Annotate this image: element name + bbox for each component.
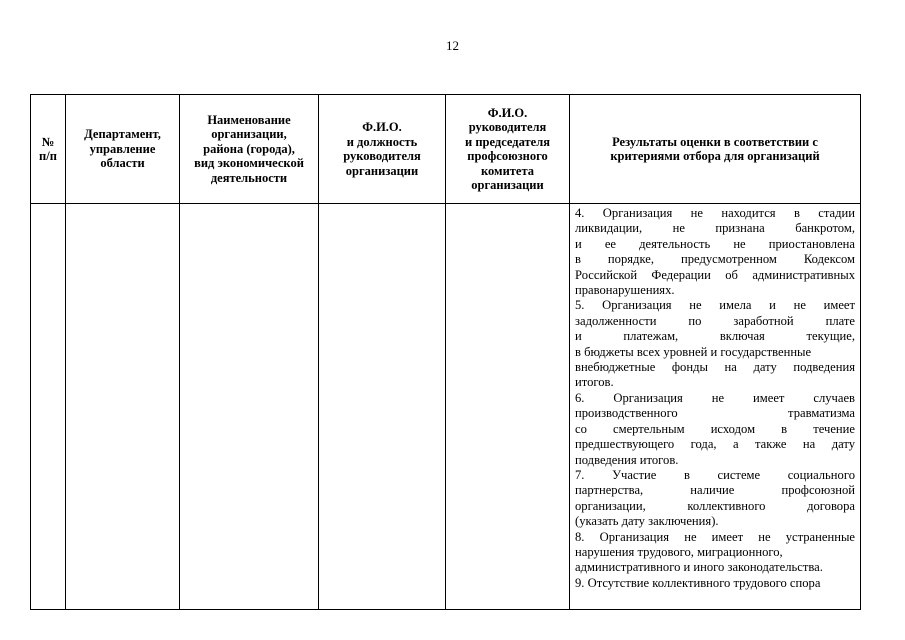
- table-header-row: [31, 95, 861, 204]
- header-number: № п/п: [31, 95, 66, 204]
- page-number: 12: [446, 38, 459, 53]
- cell-director: [319, 204, 446, 610]
- cell-union-chair: [446, 204, 570, 610]
- criterion-9: 9. Отсутствие коллективного трудового спора: [575, 575, 821, 590]
- cell-department: [66, 204, 180, 610]
- table-row: [31, 204, 861, 610]
- header-results: Результаты оценки в соответствии с критериями отбора для организаций: [570, 95, 861, 204]
- header-union-chair: Ф.И.О. руководителя и председателя профсоюзного комитета организации: [446, 95, 570, 204]
- criterion-6: 6. Организация не имеет случаев производственного травматизма со смертельным исходом в течение предшествующего года, а также на дату подведения итогов.: [575, 390, 855, 467]
- header-organization: Наименование организации, района (города), вид экономической деятельности: [180, 95, 319, 204]
- header-department: Департамент, управление области: [66, 95, 180, 204]
- header-director: Ф.И.О. и должность руководителя организации: [319, 95, 446, 204]
- criterion-7: 7. Участие в системе социального партнерства, наличие профсоюзной организации, коллективного договора (указать дату заключения).: [575, 467, 855, 529]
- criterion-5: 5. Организация не имела и не имеет задолженности по заработной плате и платежам, включая текущие, в бюджеты всех уровней и государственные внебюджетные фонды на дату подведения итогов.: [575, 298, 855, 390]
- criterion-4: 4. Организация не находится в стадии ликвидации, не признана банкротом, и ее деятельность не приостановлена в порядке, предусмотренном Кодексом Российской Федерации об административных правонарушениях.: [575, 206, 855, 298]
- cell-number: [31, 204, 66, 610]
- cell-organization: [180, 204, 319, 610]
- cell-results: [570, 204, 861, 610]
- evaluation-table: [30, 94, 861, 610]
- criterion-8: 8. Организация не имеет не устраненные нарушения трудового, миграционного, административного и иного законодательства.: [575, 529, 855, 575]
